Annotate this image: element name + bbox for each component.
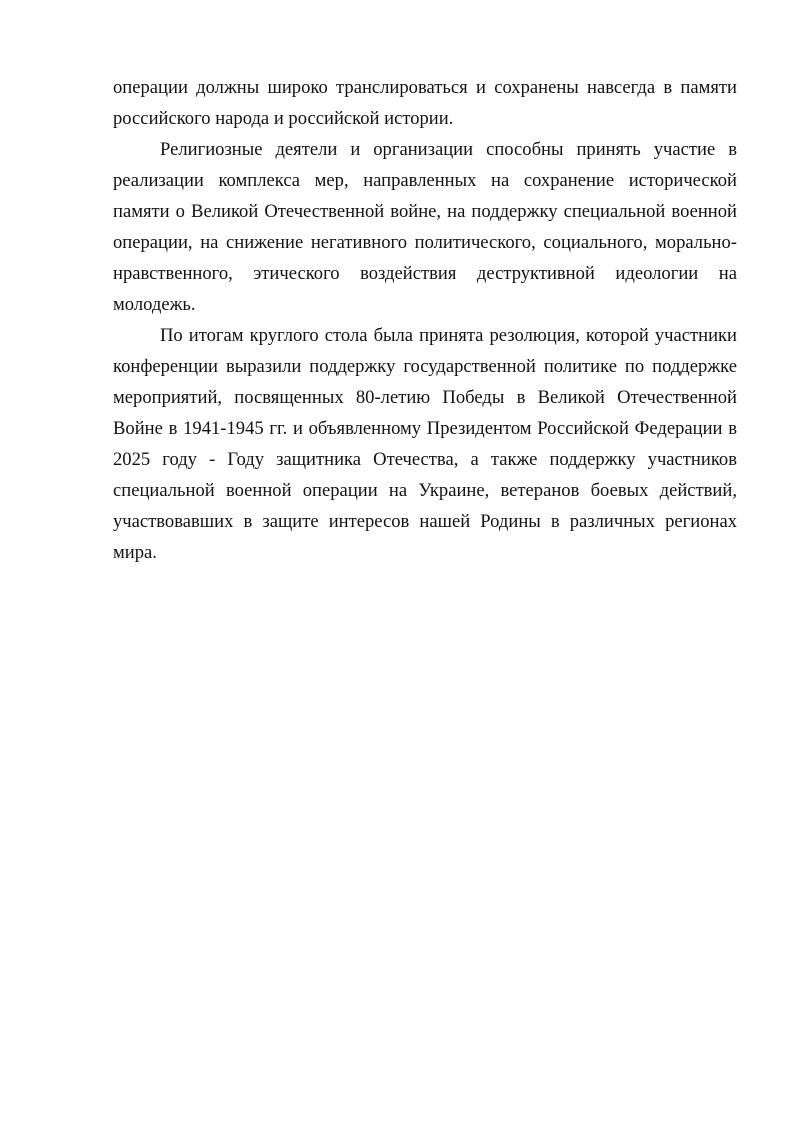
paragraph-round-table-resolution: По итогам круглого стола была принята резолюция, которой участники конференции выразили поддержку государственной политике по поддержке мероприятий, посвященных 80-летию Победы в Великой Отечественной Войне в 1941-1945 гг. и объявленному Президентом Российской Федерации в 2025 году - Году защитника Отечества, а также поддержку участников специальной военной операции на Украине, ветеранов боевых действий, участвовавших в защите интересов нашей Родины в различных регионах мира. <box>113 325 737 563</box>
paragraph-continuation: операции должны широко транслироваться и сохранены навсегда в памяти российского народа и российской истории. <box>113 77 737 129</box>
paragraph-religious-figures: Религиозные деятели и организации способны принять участие в реализации комплекса мер, направленных на сохранение исторической памяти о Великой Отечественной войне, на поддержку специальной военной операции, на снижение негативного политического, социального, морально-нравственного, этического воздействия деструктивной идеологии на молодежь. <box>113 139 737 315</box>
document-body <box>113 72 737 568</box>
